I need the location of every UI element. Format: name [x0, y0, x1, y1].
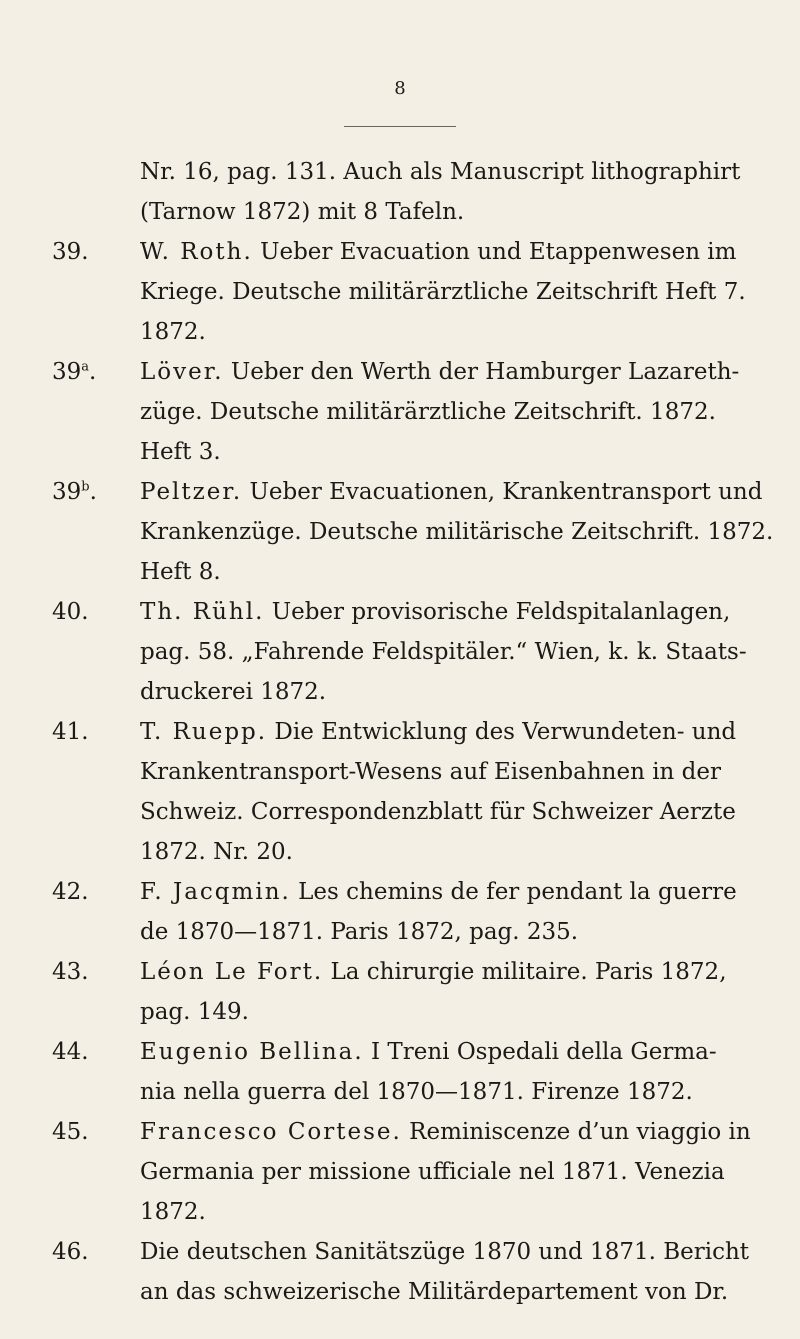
header-rule: [344, 126, 456, 127]
bibliography-entry: [52, 472, 774, 592]
text-line: W. Roth. Ueber Evacuation und Etappenwesen im: [140, 239, 737, 265]
entry-number: 43.: [52, 959, 89, 985]
text-line: Heft 8.: [140, 559, 221, 585]
text-line: pag. 149.: [140, 999, 249, 1025]
text-line: de 1870—1871. Paris 1872, pag. 235.: [140, 919, 579, 945]
text-line: Germania per missione ufficiale nel 1871. Venezia: [140, 1159, 725, 1185]
text-line: Peltzer. Ueber Evacuationen, Krankentransport und: [140, 479, 763, 505]
text-line: Nr. 16, pag. 131. Auch als Manuscript lithographirt: [140, 159, 741, 185]
text-line: Schweiz. Correspondenzblatt für Schweizer Aerzte: [140, 799, 736, 825]
entry-number: 45.: [52, 1119, 89, 1145]
text-line: T. Ruepp. Die Entwicklung des Verwundeten- und: [140, 719, 737, 745]
text-line: 1872. Nr. 20.: [140, 839, 293, 865]
entry-number: 40.: [52, 599, 89, 625]
text-line: züge. Deutsche militärärztliche Zeitschrift. 1872.: [140, 399, 716, 425]
text-line: 1872.: [140, 1199, 206, 1225]
entry-author: Th. Rühl.: [140, 599, 265, 625]
bibliography-list: [52, 152, 774, 1312]
entry-author: Francesco Cortese.: [140, 1119, 402, 1145]
entry-author: T. Ruepp.: [140, 719, 268, 745]
entry-number: 41.: [52, 719, 89, 745]
entry-number: 46.: [52, 1239, 89, 1265]
bibliography-entry: [52, 232, 752, 352]
entry-number: 39.: [52, 239, 89, 265]
text-line: Heft 3.: [140, 439, 221, 465]
page-number: 8: [394, 78, 406, 99]
text-line: Léon Le Fort. La chirurgie militaire. Paris 1872,: [140, 959, 727, 985]
text-line: Kriege. Deutsche militärärztliche Zeitschrift Heft 7.: [140, 279, 746, 305]
bibliography-entry: [52, 1112, 752, 1232]
entry-author: Löver.: [140, 359, 224, 385]
text-line: Krankenzüge. Deutsche militärische Zeitschrift. 1872.: [140, 519, 774, 545]
bibliography-entry: [52, 1032, 752, 1112]
entry-author: W. Roth.: [140, 239, 253, 265]
text-line: Die deutschen Sanitätszüge 1870 und 1871. Bericht: [140, 1239, 750, 1265]
bibliography-entry: [52, 592, 752, 712]
text-line: Th. Rühl. Ueber provisorische Feldspitalanlagen,: [140, 599, 731, 625]
text-line: Francesco Cortese. Reminiscenze d’un viaggio in: [140, 1119, 751, 1145]
entry-number: 42.: [52, 879, 89, 905]
text-line: 1872.: [140, 319, 206, 345]
bibliography-entry: [52, 712, 752, 872]
entry-number-suffix: a: [81, 359, 90, 375]
text-line: Eugenio Bellina. I Treni Ospedali della Germa-: [140, 1039, 717, 1065]
entry-author: Peltzer.: [140, 479, 243, 505]
entry-number: 39$^a$.: [52, 359, 97, 385]
text-line: F. Jacqmin. Les chemins de fer pendant la guerre: [140, 879, 737, 905]
text-line: pag. 58. „Fahrende Feldspitäler.“ Wien, k. k. Staats-: [140, 639, 747, 665]
bibliography-entry: [52, 352, 752, 472]
entry-number: 39$^b$.: [52, 479, 97, 505]
text-line: an das schweizerische Militärdepartement von Dr.: [140, 1279, 729, 1305]
bibliography-entry: [52, 872, 752, 952]
entry-number-suffix: b: [81, 479, 90, 495]
bibliography-entry: [52, 952, 752, 1032]
text-line: Löver. Ueber den Werth der Hamburger Lazareth-: [140, 359, 740, 385]
entry-author: Eugenio Bellina.: [140, 1039, 364, 1065]
text-line: nia nella guerra del 1870—1871. Firenze 1872.: [140, 1079, 693, 1105]
entry-author: F. Jacqmin.: [140, 879, 291, 905]
continuation-entry: [52, 152, 752, 232]
entry-number: 44.: [52, 1039, 89, 1065]
bibliography-entry: [52, 1232, 752, 1312]
text-line: Krankentransport-Wesens auf Eisenbahnen in der: [140, 759, 721, 785]
text-line: (Tarnow 1872) mit 8 Tafeln.: [140, 199, 465, 225]
entry-author: Léon Le Fort.: [140, 959, 324, 985]
text-line: druckerei 1872.: [140, 679, 327, 705]
